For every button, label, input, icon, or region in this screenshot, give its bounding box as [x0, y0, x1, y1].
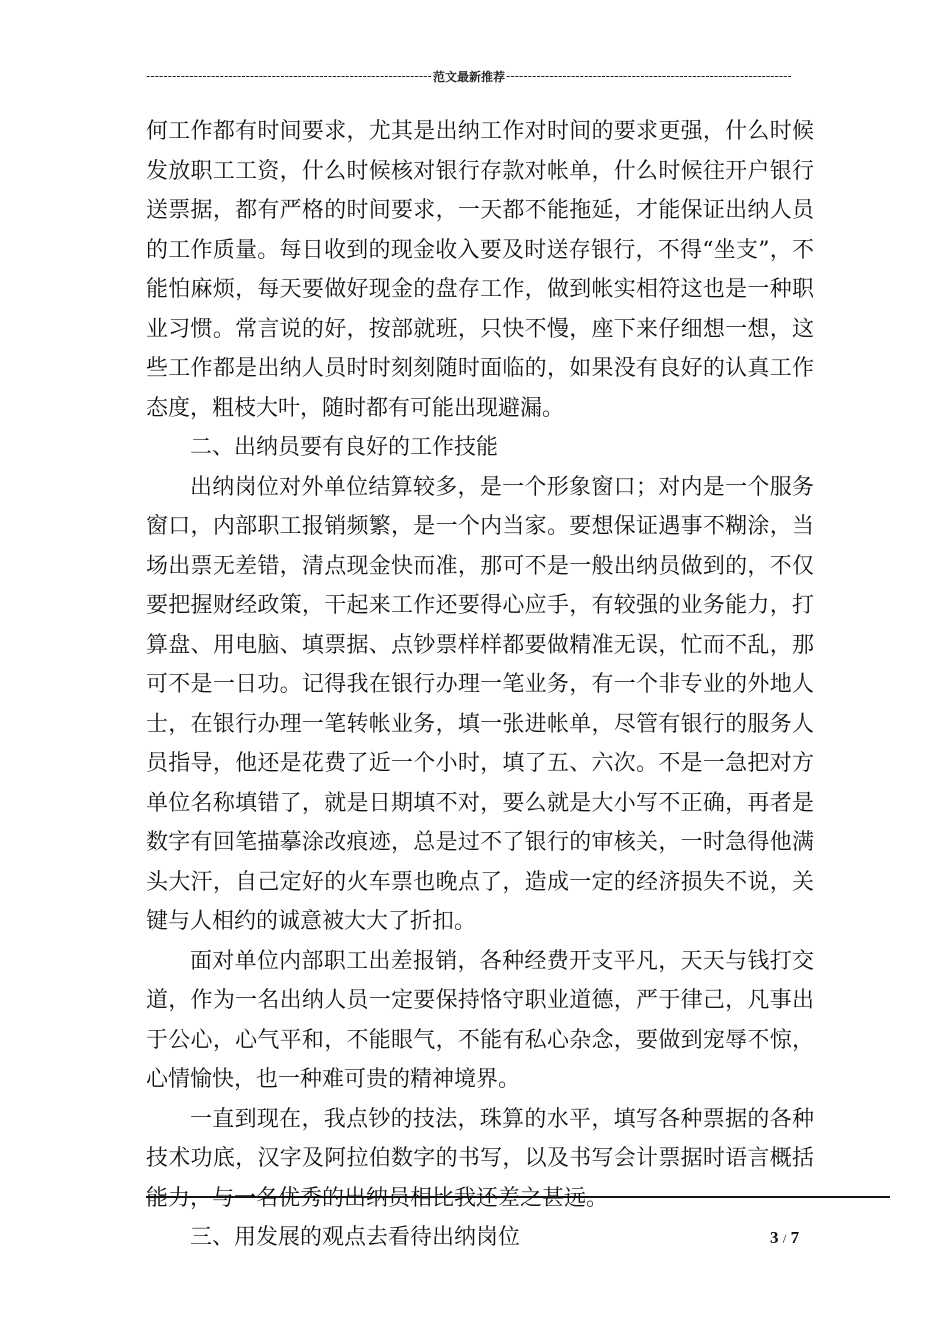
- page-total: 7: [790, 1228, 800, 1247]
- paragraph-3: 面对单位内部职工出差报销，各种经费开支平凡，天天与钱打交道，作为一名出纳人员一定要保持恪守职业道德，严于律己，凡事出于公心，心气平和，不能眼气，不能有私心杂念，要做到宠辱不惊，心情愉快，也一种难可贵的精神境界。: [146, 948, 814, 1092]
- header-title: 范文最新推荐: [433, 69, 506, 84]
- paragraph-1: 何工作都有时间要求，尤其是出纳工作对时间的要求更强，什么时候发放职工工资，什么时候核对银行存款对帐单，什么时候往开户银行送票据，都有严格的时间要求，一天都不能拖延，才能保证出纳人员的工作质量。每日收到的现金收入要及时送存银行，不得“坐支”，不能怕麻烦，每天要做好现金的盘存工作，做到帐实相符这也是一种职业习惯。常言说的好，按部就班，只快不慢，座下来仔细想一想，这些工作都是出纳人员时时刻刻随时面临的，如果没有良好的认真工作态度，粗枝大叶，随时都有可能出现避漏。: [146, 119, 814, 421]
- header-dash-right: [506, 69, 792, 83]
- page-separator: /: [782, 1231, 787, 1246]
- page-header: [146, 66, 792, 86]
- header-dash-left: [146, 69, 432, 83]
- page-number: [770, 1228, 799, 1248]
- footer-divider: [146, 1196, 890, 1198]
- page-current: 3: [770, 1228, 779, 1247]
- section-heading-2: 二、出纳员要有良好的工作技能: [190, 435, 499, 460]
- document-body: [146, 112, 814, 1258]
- section-heading-3: 三、用发展的观点去看待出纳岗位: [190, 1225, 521, 1250]
- paragraph-2: 出纳岗位对外单位结算较多，是一个形象窗口；对内是一个服务窗口，内部职工报销频繁，是一个内当家。要想保证遇事不糊涂，当场出票无差错，清点现金快而准，那可不是一般出纳员做到的，不仅要把握财经政策，干起来工作还要得心应手，有较强的业务能力，打算盘、用电脑、填票据、点钞票样样都要做精准无误，忙而不乱，那可不是一日功。记得我在银行办理一笔业务，有一个非专业的外地人士，在银行办理一笔转帐业务，填一张进帐单，尽管有银行的服务人员指导，他还是花费了近一个小时，填了五、六次。不是一急把对方单位名称填错了，就是日期填不对，要么就是大小写不正确，再者是数字有回笔描摹涂改痕迹，总是过不了银行的审核关，一时急得他满头大汗，自己定好的火车票也晚点了，造成一定的经济损失不说，关键与人相约的诚意被大大了折扣。: [146, 474, 814, 934]
- paragraph-4: 一直到现在，我点钞的技法，珠算的水平，填写各种票据的各种技术功底，汉字及阿拉伯数字的书写，以及书写会计票据时语言概括能力，与一名优秀的出纳员相比我还差之甚远。: [146, 1106, 814, 1211]
